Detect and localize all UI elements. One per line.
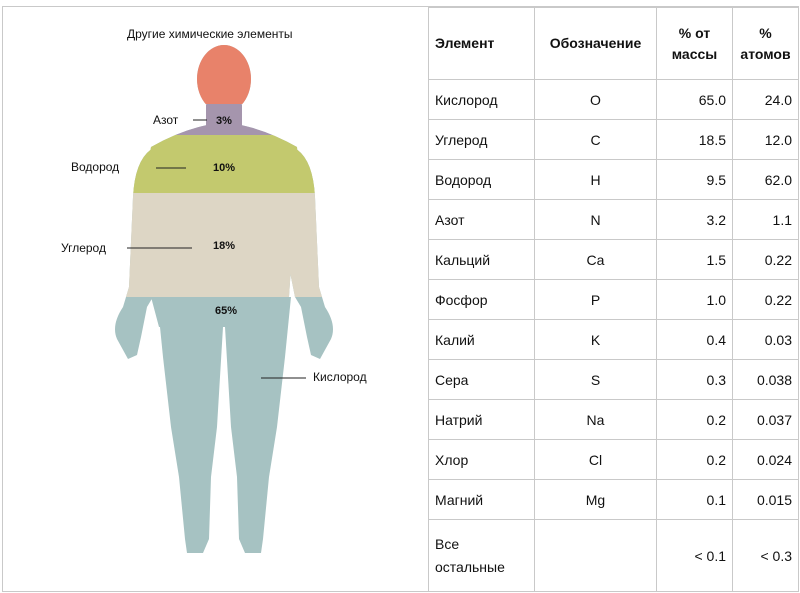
element-symbol [535, 520, 657, 592]
table-row [429, 320, 799, 360]
mass-percent: 0.4 [657, 320, 733, 360]
mass-percent: 0.2 [657, 440, 733, 480]
atom-percent: 1.1 [733, 200, 799, 240]
table-header-row [429, 8, 799, 80]
element-name: Водород [429, 160, 535, 200]
mass-percent: 0.1 [657, 480, 733, 520]
carbon-percent: 18% [212, 240, 236, 252]
table-row [429, 520, 799, 592]
table-row [429, 240, 799, 280]
oxygen-label: Кислород [313, 370, 367, 384]
element-name: Сера [429, 360, 535, 400]
atom-percent: 12.0 [733, 120, 799, 160]
element-name: Фосфор [429, 280, 535, 320]
other-elements-label: Другие химические элементы [127, 27, 293, 41]
mass-percent: 0.2 [657, 400, 733, 440]
atom-percent: 0.015 [733, 480, 799, 520]
table-row [429, 360, 799, 400]
element-name: Натрий [429, 400, 535, 440]
table-row [429, 440, 799, 480]
element-symbol: Ca [535, 240, 657, 280]
mass-percent: 1.0 [657, 280, 733, 320]
hydrogen-percent: 10% [212, 162, 236, 174]
table-row [429, 200, 799, 240]
table-row [429, 480, 799, 520]
element-symbol: N [535, 200, 657, 240]
mass-percent: 1.5 [657, 240, 733, 280]
element-symbol: S [535, 360, 657, 400]
element-table-container [428, 7, 798, 591]
element-symbol: C [535, 120, 657, 160]
mass-percent: 9.5 [657, 160, 733, 200]
other-elements-band [3, 7, 428, 104]
atom-percent: 0.22 [733, 280, 799, 320]
element-symbol: O [535, 80, 657, 120]
header-symbol: Обозначение [535, 8, 657, 80]
element-symbol: H [535, 160, 657, 200]
element-symbol: P [535, 280, 657, 320]
header-mass-percent: % от массы [657, 8, 733, 80]
mass-percent: 0.3 [657, 360, 733, 400]
element-name: Хлор [429, 440, 535, 480]
element-symbol: Na [535, 400, 657, 440]
element-name: Кальций [429, 240, 535, 280]
atom-percent: < 0.3 [733, 520, 799, 592]
table-row [429, 120, 799, 160]
figure-frame [2, 6, 799, 592]
nitrogen-label: Азот [153, 113, 179, 127]
atom-percent: 0.024 [733, 440, 799, 480]
header-element: Элемент [429, 8, 535, 80]
header-atom-percent: % атомов [733, 8, 799, 80]
mass-percent: < 0.1 [657, 520, 733, 592]
atom-percent: 24.0 [733, 80, 799, 120]
element-name: Калий [429, 320, 535, 360]
table-row [429, 400, 799, 440]
mass-percent: 65.0 [657, 80, 733, 120]
element-name: Углерод [429, 120, 535, 160]
atom-percent: 0.037 [733, 400, 799, 440]
table-row [429, 80, 799, 120]
body-composition-figure [3, 7, 428, 591]
element-name: Азот [429, 200, 535, 240]
carbon-label: Углерод [61, 241, 106, 255]
element-symbol: K [535, 320, 657, 360]
human-body-illustration [3, 7, 428, 591]
element-composition-table [428, 7, 799, 592]
atom-percent: 0.22 [733, 240, 799, 280]
table-row [429, 280, 799, 320]
element-symbol: Cl [535, 440, 657, 480]
mass-percent: 18.5 [657, 120, 733, 160]
mass-percent: 3.2 [657, 200, 733, 240]
hydrogen-label: Водород [71, 160, 120, 174]
element-name: Магний [429, 480, 535, 520]
atom-percent: 0.03 [733, 320, 799, 360]
element-symbol: Mg [535, 480, 657, 520]
atom-percent: 62.0 [733, 160, 799, 200]
atom-percent: 0.038 [733, 360, 799, 400]
element-name: Все остальные [429, 520, 535, 592]
nitrogen-percent: 3% [216, 115, 232, 127]
body-color-bands [3, 7, 428, 591]
table-row [429, 160, 799, 200]
element-name: Кислород [429, 80, 535, 120]
oxygen-percent: 65% [214, 305, 238, 317]
